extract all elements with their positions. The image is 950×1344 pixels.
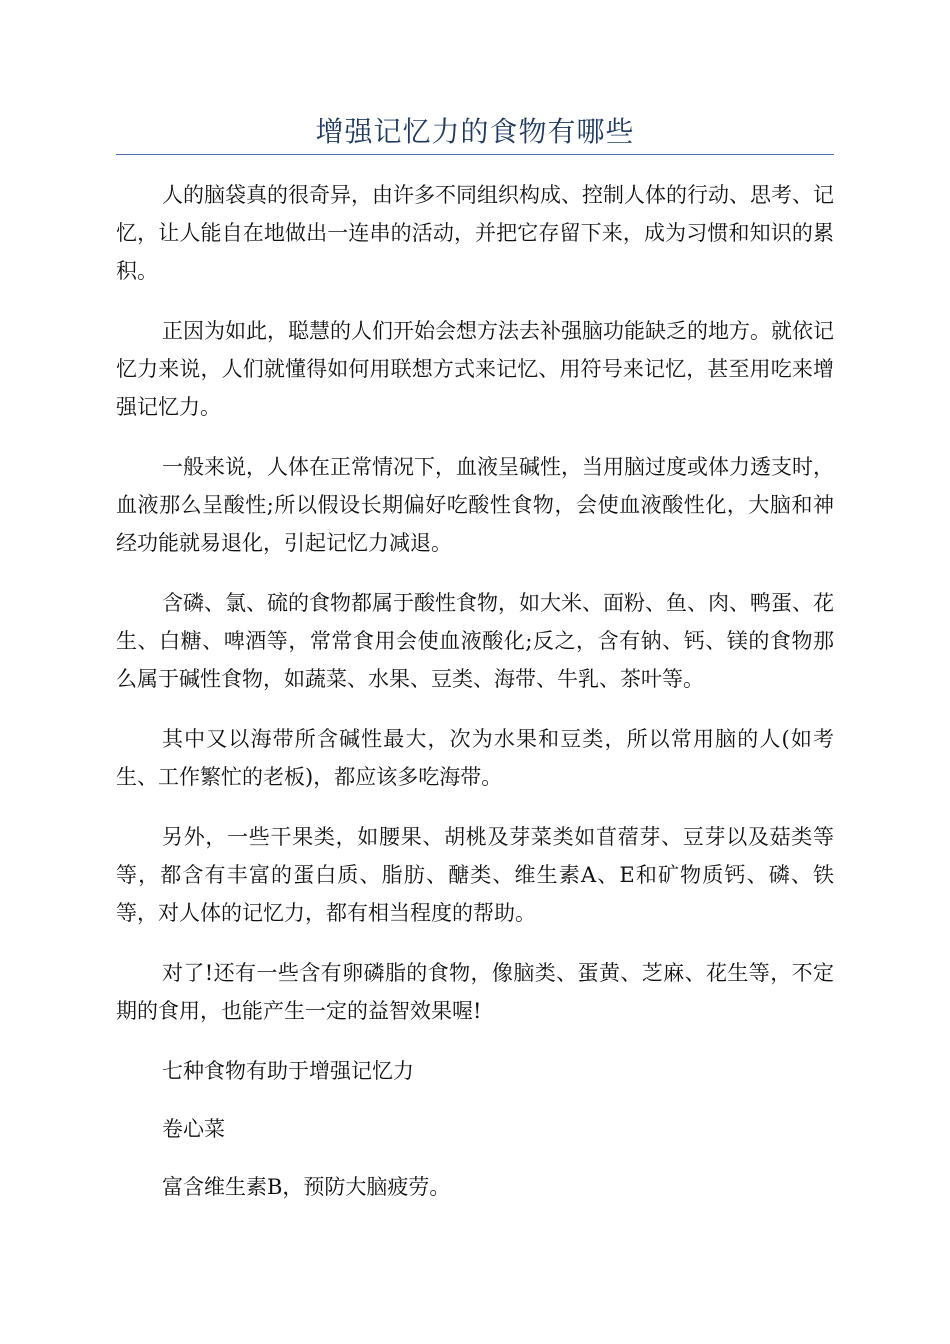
- title-underline: [116, 154, 834, 155]
- paragraph: 一般来说，人体在正常情况下，血液呈碱性，当用脑过度或体力透支时，血液那么呈酸性;所以假设长期偏好吃酸性食物，会使血液酸性化，大脑和神经功能就易退化，引起记忆力减退。: [116, 455, 834, 555]
- paragraph: 其中又以海带所含碱性最大，次为水果和豆类，所以常用脑的人(如考生、工作繁忙的老板)，都应该多吃海带。: [116, 727, 834, 789]
- paragraph: 正因为如此，聪慧的人们开始会想方法去补强脑功能缺乏的地方。就依记忆力来说，人们就懂得如何用联想方式来记忆、用符号来记忆，甚至用吃来增强记忆力。: [116, 319, 834, 419]
- document-title: 增强记忆力的食物有哪些: [315, 115, 635, 148]
- paragraph: 人的脑袋真的很奇异，由许多不同组织构成、控制人体的行动、思考、记忆，让人能自在地做出一连串的活动，并把它存留下来，成为习惯和知识的累积。: [116, 183, 834, 283]
- paragraph: 另外，一些干果类，如腰果、胡桃及芽菜类如苜蓿芽、豆芽以及菇类等等，都含有丰富的蛋白质、脂肪、醣类、维生素A、E和矿物质钙、磷、铁等，对人体的记忆力，都有相当程度的帮助。: [116, 825, 834, 925]
- paragraph: 含磷、氯、硫的食物都属于酸性食物，如大米、面粉、鱼、肉、鸭蛋、花生、白糖、啤酒等，常常食用会使血液酸化;反之，含有钠、钙、镁的食物那么属于碱性食物，如蔬菜、水果、豆类、海带、牛乳、茶叶等。: [116, 591, 834, 691]
- document-body: [116, 176, 834, 1226]
- section-heading: 七种食物有助于增强记忆力: [162, 1059, 414, 1083]
- food-name: 卷心菜: [162, 1117, 225, 1141]
- paragraph: 对了!还有一些含有卵磷脂的食物，像脑类、蛋黄、芝麻、花生等，不定期的食用，也能产生一定的益智效果喔!: [116, 961, 834, 1023]
- food-description: 富含维生素B，预防大脑疲劳。: [162, 1175, 451, 1199]
